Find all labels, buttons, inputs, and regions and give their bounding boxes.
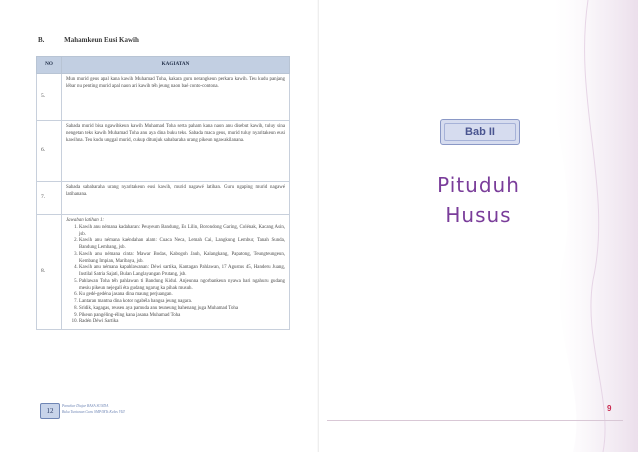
table-row xyxy=(37,74,290,121)
footer-line-1: Pamekar Diajar BASA SUNDA xyxy=(62,404,109,408)
section-title: Mahamkeun Eusi Kawih xyxy=(64,36,139,44)
chapter-title-line-2: Husus xyxy=(445,203,512,227)
row-number: 6. xyxy=(37,121,62,182)
table-row xyxy=(37,121,290,182)
list-item: 9. Pikeun pangéling-éling kana jasana Muhamad Toha xyxy=(79,313,285,320)
activity-table xyxy=(36,56,290,330)
table-row xyxy=(37,215,290,330)
left-footer xyxy=(36,403,306,423)
chapter-badge xyxy=(440,119,520,145)
chapter-label: Bab II xyxy=(465,126,495,138)
list-item: 6. Ku gedé-gedéna jasana dina maung perjuangan. xyxy=(79,292,285,299)
chapter-title-line-1: Pituduh xyxy=(437,173,520,197)
answers-cell xyxy=(62,215,290,330)
list-item: 10. Radén Déwi Sartika xyxy=(79,319,285,326)
right-page xyxy=(319,0,638,452)
list-item: 3. Kawih anu némana cinta: Mawar Bodas, Kabogoh Jauh, Kalangkang, Papatong, Teungteungeun, Kembang Impian, Maribaya, jsb. xyxy=(79,252,285,266)
row-text: Mun murid geus apal kana kawih Muhamad Toha, kakara guru nerangkeun perkara kawih. Teu kudu panjang lébar nu penting murid apal naon ari kawih téh jeung naon baé conto-contona. xyxy=(62,74,290,121)
section-letter: B. xyxy=(38,36,45,44)
row-text: Sabada sababaraha urang nyaritakeun eusi kawih, murid nagawé latihan. Guru ngaping murid nagawé latihanana. xyxy=(62,182,290,215)
answers-title: Jawaban latihan 1: xyxy=(66,218,105,223)
list-item: 2. Kawih anu némana kaéndahan alam: Cuaca Neca, Lemah Cai, Langkung Lembur, Tanah Sunda, Bandung Lembang, jsb. xyxy=(79,238,285,252)
col-no-header: NO xyxy=(37,57,62,74)
list-item: 7. Lantaran mantna dina kotor ngabéla bangsa jeung nagara. xyxy=(79,299,285,306)
footer-book-title xyxy=(62,404,125,415)
list-item: 4. Kawih anu némana kapahlawanan: Déwi sartika, Kantagan Pahlawan, 17 Agustus 45, Handeru Juang, Instilal Satria Sajati, Bulan Langlayangan Prutang, jsb. xyxy=(79,265,285,279)
left-page-number: 12 xyxy=(40,403,60,419)
footer-divider xyxy=(327,420,623,421)
col-kegiatan-header: KAGIATAN xyxy=(62,57,290,74)
section-heading xyxy=(38,36,139,44)
table-header-row xyxy=(37,57,290,74)
list-item: 5. Pahlawan Toha téh pahlawan ti Bandung Kidul. Anjeunna ngorbankeun nyawa bari ngahuru gudang mesiu pikeun nejegali éta gudang ngarug ka pihak musuh. xyxy=(79,279,285,293)
row-number: 8. xyxy=(37,215,62,330)
list-item: 8. Sridik, kagagas, reuseu aya pamuda anu teuneung bahenang juga Muhamad Toha xyxy=(79,306,285,313)
row-number: 5. xyxy=(37,74,62,121)
right-page-number: 9 xyxy=(607,404,612,413)
answers-list xyxy=(66,225,285,326)
list-item: 1. Kawih anu némana kadaharan: Peuyeum Bandung, Es Lilin, Borondong Garing, Colénak, Kacang Asin, jsb. xyxy=(79,225,285,239)
row-text: Sabada murid bisa ngawihkeun kawih Muhamad Toha serta paham kana naon anu disebut kawih, tuluy sina nengetan teks kawih Muhamad Toha anu aya dina buku teks. Sabada maca geus, murid tuluy nyaritakeun eusi kawihna. Teu kudu unggal murid, cukup ditunjuk sababaraha urang pikeun ngawakilanana. xyxy=(62,121,290,182)
footer-line-2: Buku Tuntunan Guru SMP/MTs Kelas VIII xyxy=(62,409,125,414)
table-row xyxy=(37,182,290,215)
row-number: 7. xyxy=(37,182,62,215)
